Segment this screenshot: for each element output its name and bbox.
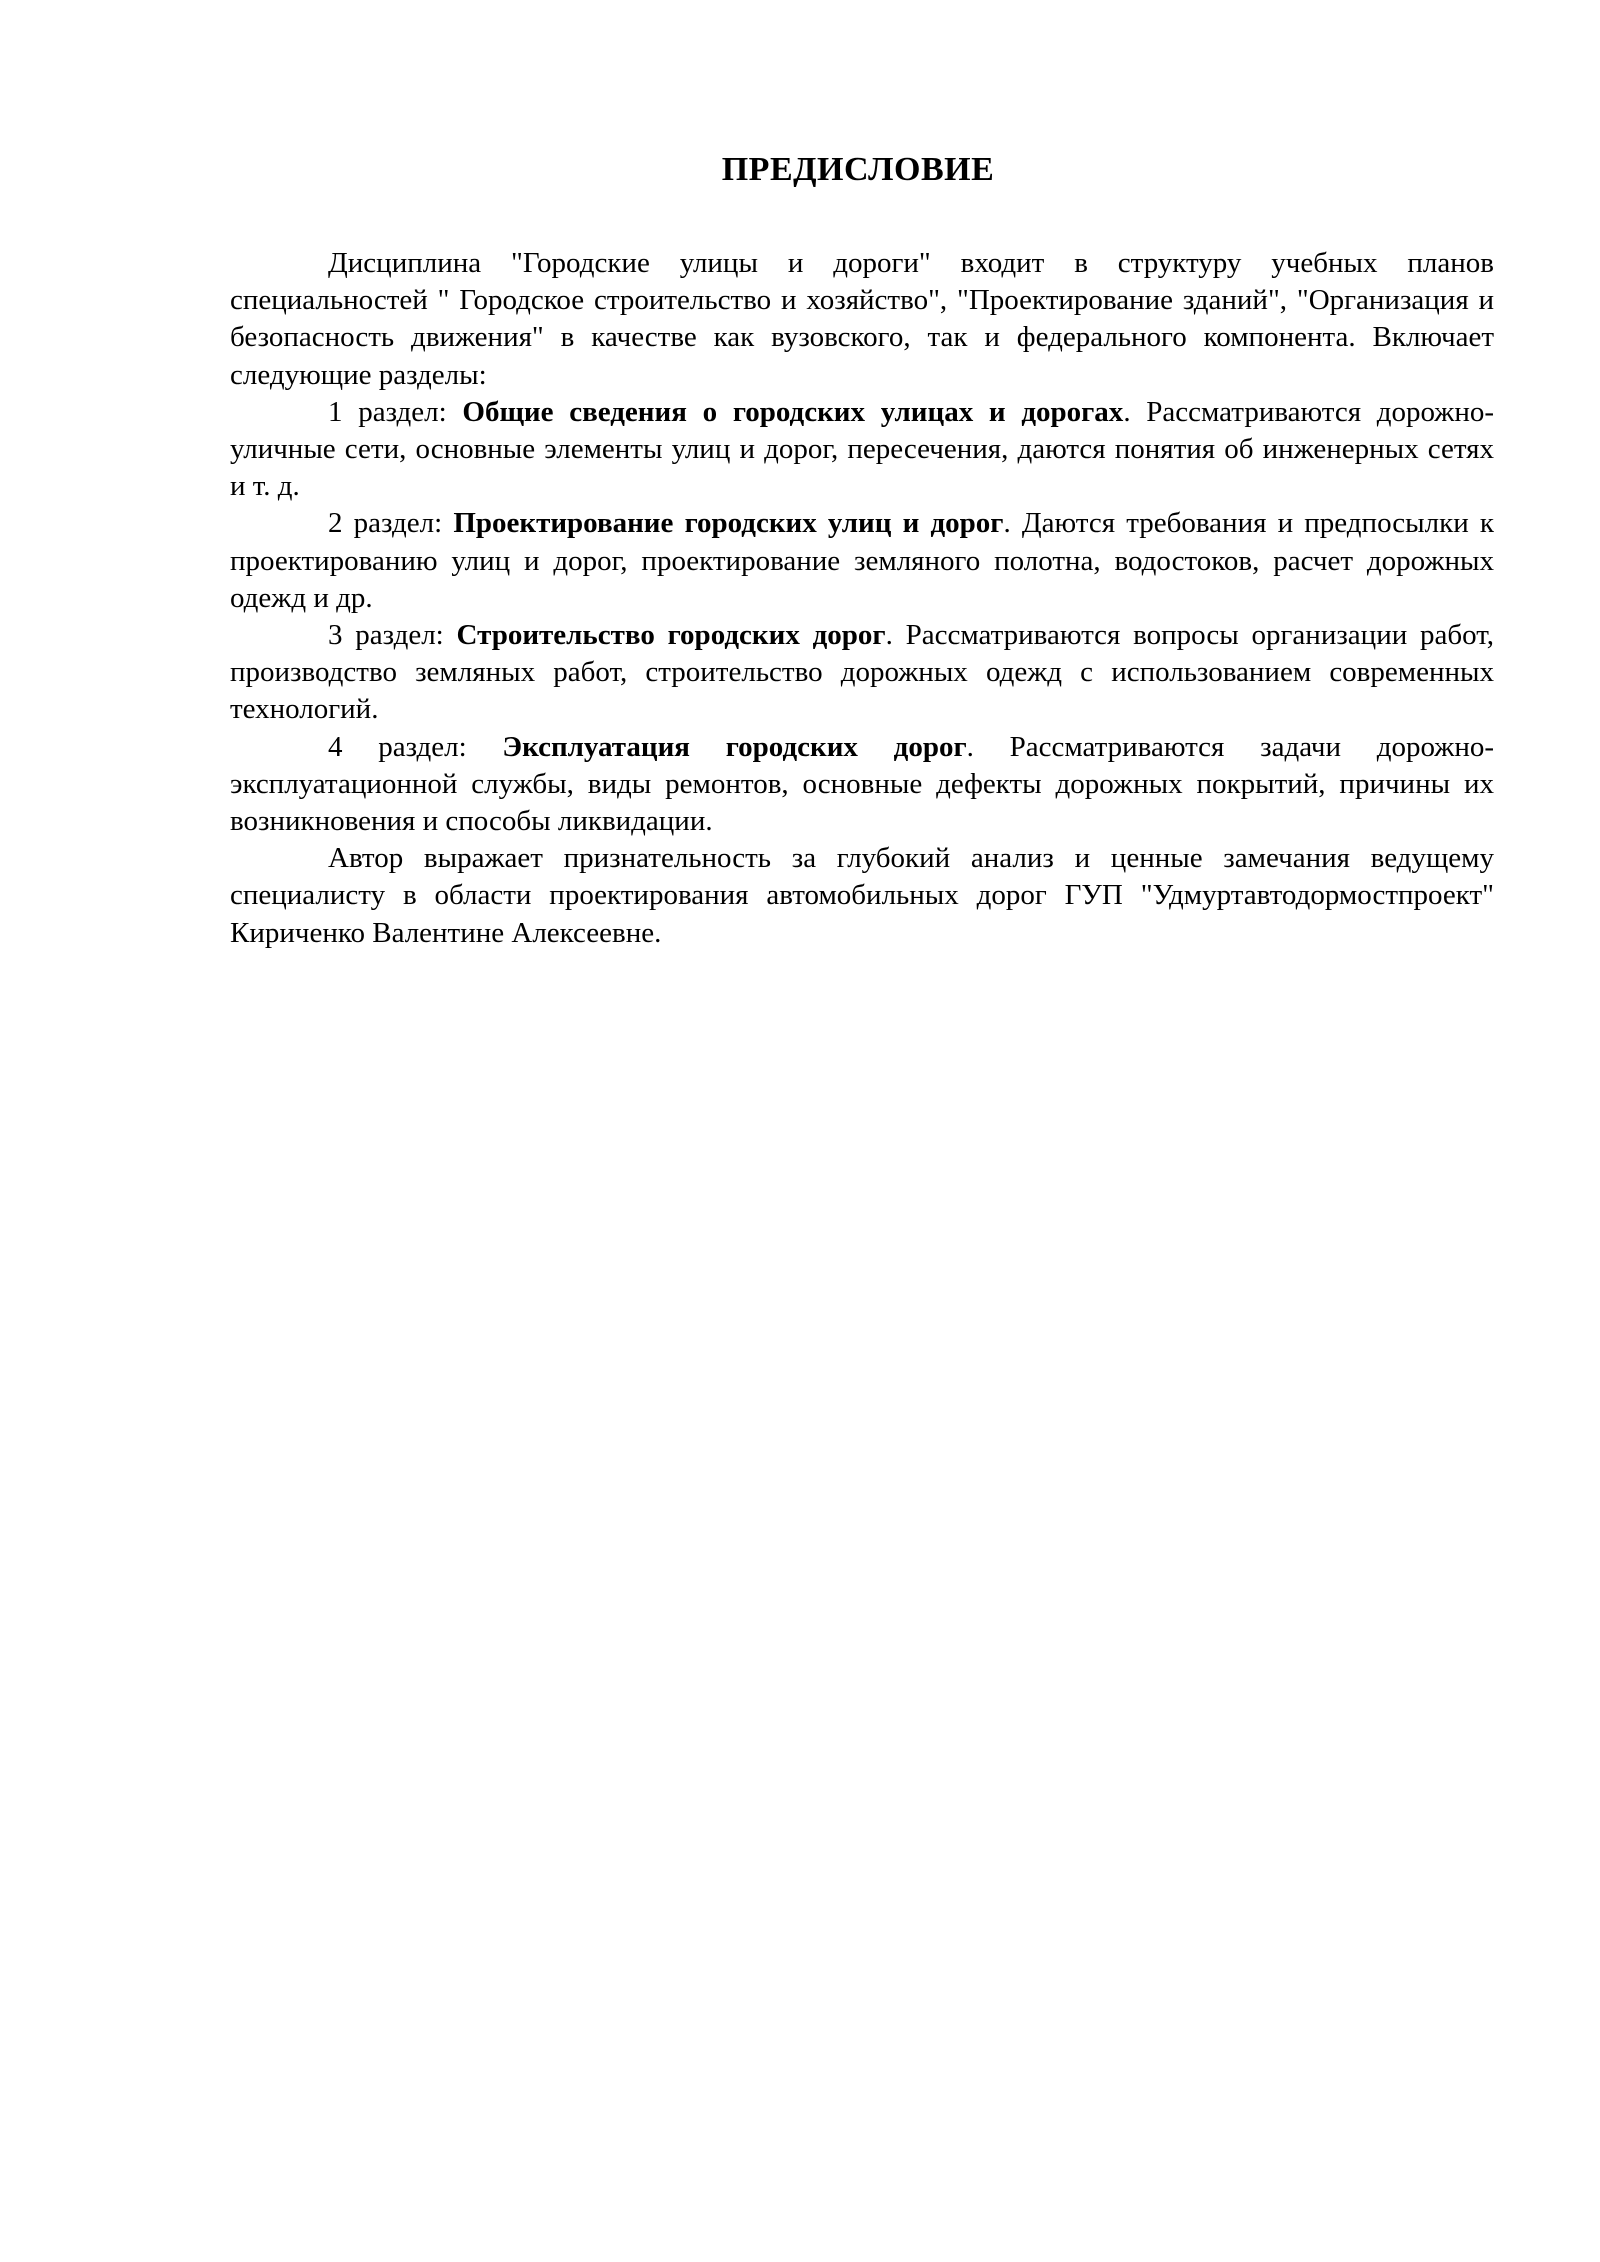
intro-paragraph: Дисциплина "Городские улицы и дороги" входит в структуру учебных планов специальностей " Городское строительство и хозяйство", "Проектирование зданий", "Организация и безопасность движения" в качестве как вузовского, так и федерального компонента. Включает следующие разделы: xyxy=(230,247,1494,391)
section-name: Общие сведения о городских улицах и дорогах xyxy=(462,395,1124,428)
section-name: Проектирование городских улиц и дорог xyxy=(453,507,1004,540)
section-description: . Даются требования и предпосылки к проектированию улиц и дорог, проектирование земляного полотна, водостоков, расчет дорожных одежд и др. xyxy=(230,507,1494,614)
section-paragraph-1 xyxy=(230,394,1494,506)
section-description: . Рассматриваются дорожно-уличные сети, основные элементы улиц и дорог, пересечения, даются понятия об инженерных сетях и т. д. xyxy=(230,395,1495,503)
page-title: ПРЕДИСЛОВИЕ xyxy=(721,151,995,188)
section-paragraph-2 xyxy=(230,505,1494,617)
section-prefix: 2 раздел: xyxy=(328,507,454,540)
section-name: Строительство городских дорог xyxy=(456,619,886,652)
section-description: . Рассматриваются вопросы организации работ, производство земляных работ, строительство дорожных одежд с использованием современных технологий. xyxy=(230,619,1494,726)
acknowledgement-paragraph: Автор выражает признательность за глубокий анализ и ценные замечания ведущему специалисту в области проектирования автомобильных дорог ГУП "Удмуртавтодормостпроект" Кириченко Валентине Алексеевне. xyxy=(230,842,1494,949)
document-body xyxy=(230,245,1494,952)
section-prefix: 4 раздел: xyxy=(328,730,503,763)
section-paragraph-4 xyxy=(230,729,1494,841)
section-prefix: 1 раздел: xyxy=(328,395,463,428)
section-prefix: 3 раздел: xyxy=(328,619,457,652)
section-paragraph-3 xyxy=(230,617,1494,729)
section-description: . Рассматриваются задачи дорожно-эксплуатационной службы, виды ремонтов, основные дефекты дорожных покрытий, причины их возникновения и способы ликвидации. xyxy=(230,730,1494,838)
section-name: Эксплуатация городских дорог xyxy=(502,730,967,763)
